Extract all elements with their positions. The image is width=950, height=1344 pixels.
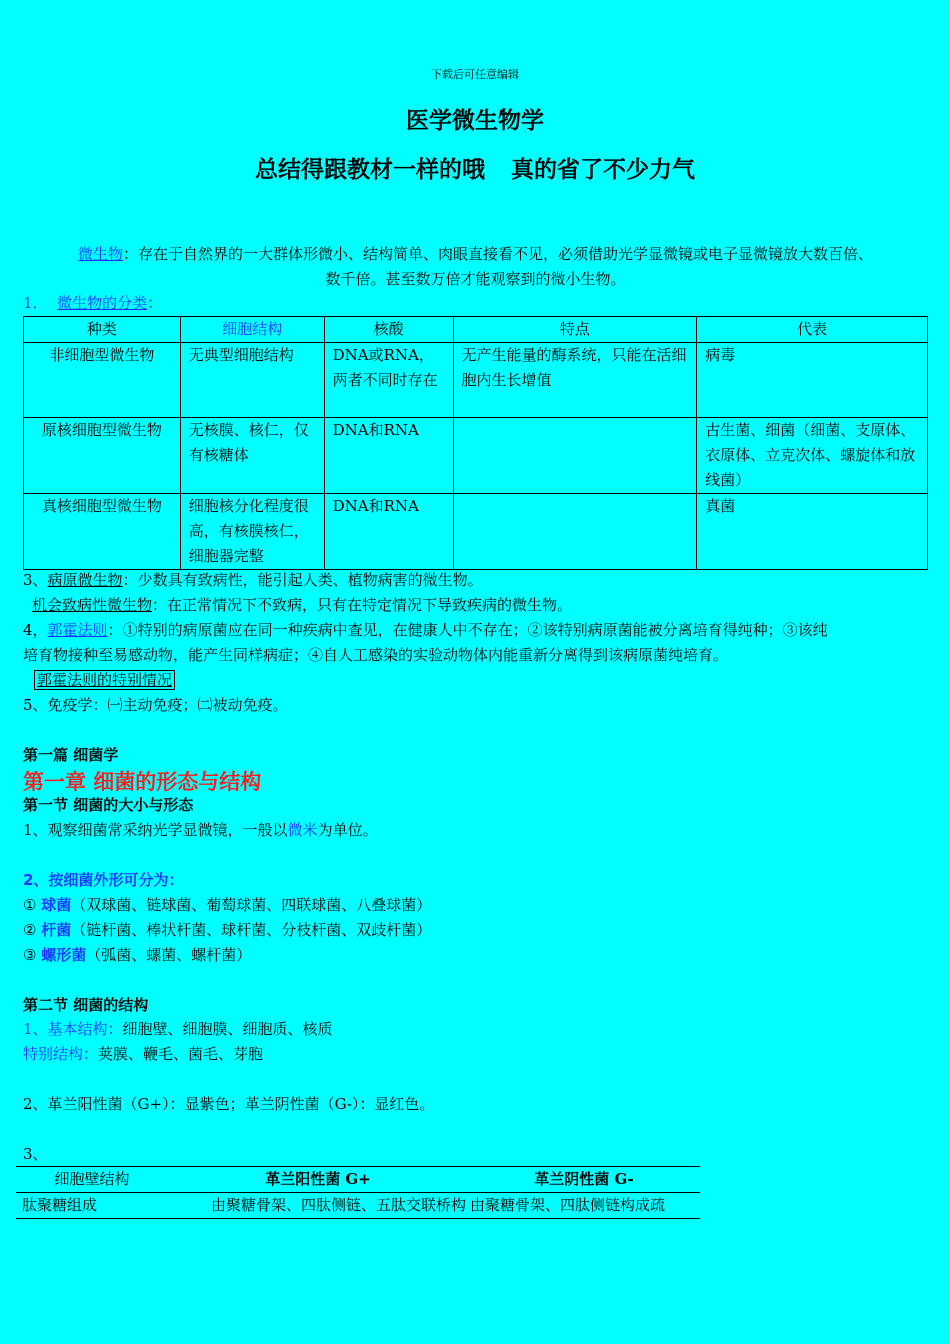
basic-structure xyxy=(23,1017,333,1042)
special-structure xyxy=(23,1042,263,1067)
header-cell: 细胞壁结构 xyxy=(16,1167,168,1193)
table-cell: DNA或RNA，两者不同时存在 xyxy=(324,343,453,418)
item-number: 3、 xyxy=(23,571,48,589)
header-cell: 革兰阳性菌 G+ xyxy=(168,1167,468,1193)
header-cell: 核酸 xyxy=(324,317,453,343)
pathogen-text: ：少数具有致病性，能引起人类、植物病害的微生物。 xyxy=(122,571,483,589)
table-cell: 无产生能量的酶系统，只能在活细胞内生长增值 xyxy=(453,343,697,418)
chapter-heading: 第一章 细菌的形态与结构 xyxy=(23,770,262,794)
cell-wall-table xyxy=(16,1166,700,1219)
page-title: 医学微生物学 xyxy=(406,108,544,134)
header-cell: 细胞结构 xyxy=(180,317,324,343)
classification-link[interactable]: 微生物的分类 xyxy=(57,294,148,312)
shape-item xyxy=(23,943,251,968)
pathogen-term: 病原微生物 xyxy=(47,571,123,589)
header-cell: 代表 xyxy=(697,317,928,343)
koch-text-1: ：①特别的病原菌应在同一种疾病中查见，在健康人中不存在；②该特别病原菌能被分离培育得纯种；③该纯 xyxy=(107,621,828,639)
microscope-text-a: 1、观察细菌常采纳光学显微镜，一般以 xyxy=(23,821,288,839)
table-row xyxy=(24,343,928,418)
shape-item xyxy=(23,918,431,943)
item-opportunistic xyxy=(32,593,572,618)
item-3-number: 3、 xyxy=(23,1145,48,1163)
table-cell: 原核细胞型微生物 xyxy=(24,418,181,494)
shape-heading: 2、按细菌外形可分为： xyxy=(23,871,184,889)
opportunistic-text: ：在正常情况下不致病，只有在特定情况下导致疾病的微生物。 xyxy=(152,596,573,614)
shape-name: 螺形菌 xyxy=(41,946,87,964)
classification-table xyxy=(23,316,928,570)
section-number: 1． xyxy=(23,294,48,312)
part-heading: 第一篇 细菌学 xyxy=(23,746,119,764)
shape-name: 球菌 xyxy=(41,896,72,914)
definition-text-1: ：存在于自然界的一大群体形微小、结构简单、肉眼直接看不见，必须借助光学显微镜或电子显微镜放大数百倍、 xyxy=(123,245,874,263)
definition-text-2: 数千倍。甚至数万倍才能观察到的微小生物。 xyxy=(325,270,626,288)
table-cell: 无核膜、核仁，仅有核糖体 xyxy=(180,418,324,494)
shape-name: 杆菌 xyxy=(41,921,72,939)
table-cell: 由聚糖骨架、四肽侧链、五肽交联桥构 xyxy=(168,1193,468,1219)
shape-mark: ① xyxy=(23,896,37,914)
special-structure-text: 荚膜、鞭毛、菌毛、芽胞 xyxy=(98,1045,264,1063)
section-heading-structure: 第二节 细菌的结构 xyxy=(23,996,149,1014)
item-koch-line2: 培育物接种至易感动物，能产生同样病症；④自人工感染的实验动物体内能重新分离得到该病原菌纯培育。 xyxy=(23,646,729,664)
table-cell: DNA和RNA xyxy=(324,494,453,570)
table-cell: 真核细胞型微生物 xyxy=(24,494,181,570)
microbe-definition xyxy=(23,242,928,292)
table-cell: 肽聚糖组成 xyxy=(16,1193,168,1219)
table-row xyxy=(16,1193,700,1219)
basic-structure-label: 1、基本结构： xyxy=(23,1020,123,1038)
item-microscope xyxy=(23,818,378,843)
header-cell: 革兰阴性菌 G- xyxy=(468,1167,700,1193)
table-cell xyxy=(453,494,697,570)
header-cell: 种类 xyxy=(24,317,181,343)
opportunistic-term: 机会致病性微生物 xyxy=(32,596,153,614)
table-cell: 非细胞型微生物 xyxy=(24,343,181,418)
item-number: 4， xyxy=(23,621,48,639)
micron-unit: 微米 xyxy=(287,821,318,839)
table-cell: DNA和RNA xyxy=(324,418,453,494)
section-heading-size: 第一节 细菌的大小与形态 xyxy=(23,796,194,814)
shape-item xyxy=(23,893,431,918)
gram-stain-line: 2、革兰阳性菌（G+）：显紫色；革兰阴性菌（G-）：显红色。 xyxy=(23,1095,435,1113)
koch-special-label: 郭霍法则的特别情况 xyxy=(34,670,175,690)
table-cell: 细胞核分化程度很高，有核膜核仁，细胞器完整 xyxy=(180,494,324,570)
section-classification-heading xyxy=(23,291,162,316)
item-immunology: 5、免疫学：㈠主动免疫；㈡被动免疫。 xyxy=(23,696,288,714)
section-colon: ： xyxy=(147,294,163,312)
header-note: 下载后可任意编辑 xyxy=(431,68,519,81)
table-header-row xyxy=(16,1167,700,1193)
subtitle-part-b: 真的省了不少力气 xyxy=(511,157,695,183)
subtitle-part-a: 总结得跟教材一样的哦 xyxy=(255,157,485,183)
table-cell: 无典型细胞结构 xyxy=(180,343,324,418)
special-structure-label: 特别结构： xyxy=(23,1045,99,1063)
table-cell: 病毒 xyxy=(697,343,928,418)
table-cell: 古生菌、细菌（细菌、支原体、衣原体、立克次体、螺旋体和放线菌） xyxy=(697,418,928,494)
shape-mark: ② xyxy=(23,921,37,939)
table-cell xyxy=(453,418,697,494)
table-cell: 由聚糖骨架、四肽侧链构成疏 xyxy=(468,1193,700,1219)
basic-structure-text: 细胞壁、细胞膜、细胞质、核质 xyxy=(122,1020,333,1038)
table-row xyxy=(24,494,928,570)
shape-desc: （双球菌、链球菌、葡萄球菌、四联球菌、八叠球菌） xyxy=(71,896,432,914)
koch-link[interactable]: 郭霍法则 xyxy=(47,621,108,639)
page-subtitle xyxy=(0,151,950,184)
table-cell: 真菌 xyxy=(697,494,928,570)
shape-desc: （链杆菌、棒状杆菌、球杆菌、分枝杆菌、双歧杆菌） xyxy=(71,921,432,939)
header-cell: 特点 xyxy=(453,317,697,343)
table-row xyxy=(24,418,928,494)
shape-mark: ③ xyxy=(23,946,37,964)
shape-desc: （弧菌、螺菌、螺杆菌） xyxy=(86,946,252,964)
table-header-row xyxy=(24,317,928,343)
item-koch-line1 xyxy=(23,618,828,643)
item-pathogen xyxy=(23,568,483,593)
definition-term-link[interactable]: 微生物 xyxy=(77,245,123,263)
microscope-text-b: 为单位。 xyxy=(317,821,378,839)
koch-special-box xyxy=(34,668,175,693)
